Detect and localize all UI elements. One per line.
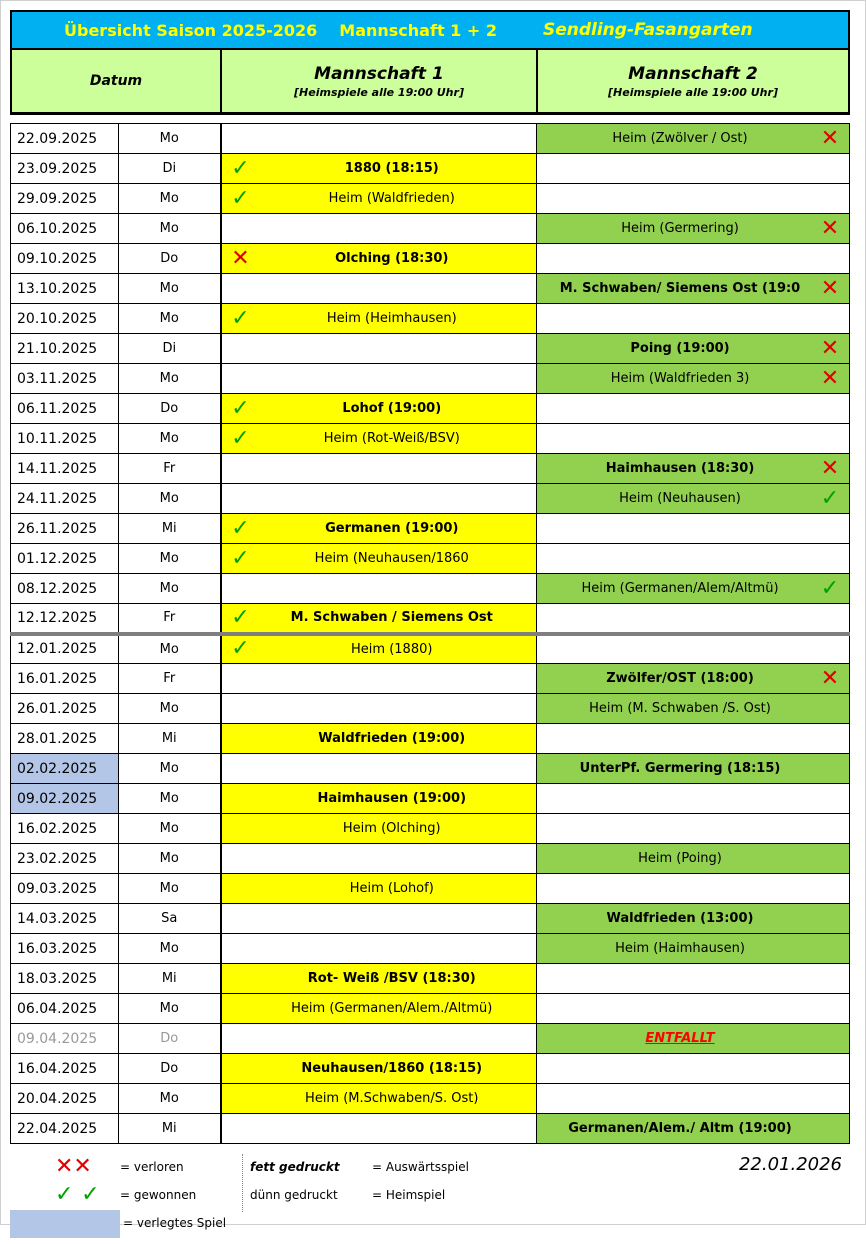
table-row bbox=[11, 844, 850, 874]
cell-day: Mo bbox=[119, 544, 221, 574]
m2-game-label: Heim (Germanen/Alem/Altmü) bbox=[581, 581, 779, 596]
check-icon: ✓ bbox=[231, 185, 250, 211]
check-icon: ✓ bbox=[231, 305, 250, 331]
cell-day: Mo bbox=[119, 814, 221, 844]
cross-icon: ✕ bbox=[820, 275, 840, 301]
cell-m1 bbox=[221, 334, 537, 364]
legend-lost-label: = verloren bbox=[120, 1160, 184, 1174]
m1-game-label: Heim (Germanen/Alem./Altmü) bbox=[291, 1001, 493, 1016]
cell-m1 bbox=[221, 274, 537, 304]
table-row bbox=[11, 184, 850, 214]
m2-game-label: Heim (Haimhausen) bbox=[615, 941, 745, 956]
table-row bbox=[11, 814, 850, 844]
cell-m1 bbox=[221, 454, 537, 484]
cell-m2 bbox=[537, 934, 850, 964]
m2-game-label: M. Schwaben/ Siemens Ost (19:0 bbox=[559, 281, 801, 296]
cell-m1 bbox=[221, 124, 537, 154]
cell-m1 bbox=[221, 544, 537, 574]
cell-m1 bbox=[221, 874, 537, 904]
cell-m2 bbox=[537, 364, 850, 394]
m1-game-label: Haimhausen (19:00) bbox=[317, 791, 467, 806]
cell-m2 bbox=[537, 964, 850, 994]
schedule-sheet bbox=[10, 10, 850, 1244]
cell-date: 02.02.2025 bbox=[11, 754, 119, 784]
cell-date: 09.03.2025 bbox=[11, 874, 119, 904]
cell-m1 bbox=[221, 784, 537, 814]
cell-day: Mo bbox=[119, 634, 221, 664]
check-icon: ✓ bbox=[231, 395, 250, 421]
m1-game-label: Neuhausen/1860 (18:15) bbox=[301, 1061, 483, 1076]
cell-date: 26.11.2025 bbox=[11, 514, 119, 544]
table-row bbox=[11, 964, 850, 994]
m1-game-label: Olching (18:30) bbox=[335, 251, 449, 266]
column-header-row bbox=[10, 50, 850, 115]
table-row bbox=[11, 394, 850, 424]
table-row bbox=[11, 214, 850, 244]
m2-game-label: Heim (M. Schwaben /S. Ost) bbox=[589, 701, 771, 716]
lost-icon: ✕✕ bbox=[55, 1154, 92, 1179]
table-row bbox=[11, 994, 850, 1024]
table-row bbox=[11, 454, 850, 484]
table-row bbox=[11, 634, 850, 664]
m2-game-label: Heim (Germering) bbox=[621, 221, 739, 236]
check-icon: ✓ bbox=[231, 155, 250, 181]
cell-date: 08.12.2025 bbox=[11, 574, 119, 604]
cross-icon: ✕ bbox=[820, 335, 840, 361]
m1-game-label: Lohof (19:00) bbox=[342, 401, 442, 416]
cell-date: 22.04.2025 bbox=[11, 1114, 119, 1144]
cross-icon: ✕ bbox=[820, 215, 840, 241]
m1-game-label: Heim (Heimhausen) bbox=[326, 311, 457, 326]
cell-m1 bbox=[221, 154, 537, 184]
legend bbox=[10, 1144, 850, 1244]
cell-day: Di bbox=[119, 154, 221, 184]
cross-icon: ✕ bbox=[231, 245, 250, 271]
cell-date: 16.04.2025 bbox=[11, 1054, 119, 1084]
m2-game-label: Poing (19:00) bbox=[630, 341, 730, 356]
legend-won-label: = gewonnen bbox=[120, 1188, 197, 1202]
m1-game-label: Rot- Weiß /BSV (18:30) bbox=[307, 971, 476, 986]
cell-m2 bbox=[537, 844, 850, 874]
won-icon: ✓ ✓ bbox=[55, 1182, 100, 1207]
cell-m1 bbox=[221, 934, 537, 964]
cell-day: Mo bbox=[119, 484, 221, 514]
cell-m1 bbox=[221, 1054, 537, 1084]
table-row bbox=[11, 874, 850, 904]
table-row bbox=[11, 784, 850, 814]
table-row bbox=[11, 724, 850, 754]
cell-day: Do bbox=[119, 394, 221, 424]
cell-day: Mo bbox=[119, 784, 221, 814]
cell-date: 23.02.2025 bbox=[11, 844, 119, 874]
m2-game-label: Heim (Neuhausen) bbox=[619, 491, 741, 506]
cell-date: 21.10.2025 bbox=[11, 334, 119, 364]
legend-moved-label: = verlegtes Spiel bbox=[123, 1216, 227, 1230]
cell-m1 bbox=[221, 604, 537, 634]
cell-m2 bbox=[537, 184, 850, 214]
m1-game-label: Waldfrieden (19:00) bbox=[318, 731, 466, 746]
table-row bbox=[11, 514, 850, 544]
cell-m2 bbox=[537, 784, 850, 814]
m2-game-label: ENTFÄLLT bbox=[645, 1031, 715, 1046]
cell-m2 bbox=[537, 904, 850, 934]
team2-subtitle: [Heimspiele alle 19:00 Uhr] bbox=[608, 85, 778, 99]
cell-m2 bbox=[537, 244, 850, 274]
m1-game-label: Heim (Olching) bbox=[342, 821, 441, 836]
cell-m2 bbox=[537, 274, 850, 304]
cell-date: 14.11.2025 bbox=[11, 454, 119, 484]
cell-m2 bbox=[537, 664, 850, 694]
cell-m1 bbox=[221, 694, 537, 724]
cell-m2 bbox=[537, 814, 850, 844]
cell-date: 28.01.2025 bbox=[11, 724, 119, 754]
cell-m2 bbox=[537, 634, 850, 664]
table-row bbox=[11, 754, 850, 784]
cell-m1 bbox=[221, 1114, 537, 1144]
cell-m1 bbox=[221, 484, 537, 514]
cell-m2 bbox=[537, 874, 850, 904]
cell-m2 bbox=[537, 1114, 850, 1144]
m1-game-label: Heim (Rot-Weiß/BSV) bbox=[323, 431, 460, 446]
cross-icon: ✕ bbox=[820, 125, 840, 151]
cell-m1 bbox=[221, 664, 537, 694]
cell-date: 06.11.2025 bbox=[11, 394, 119, 424]
cell-date: 23.09.2025 bbox=[11, 154, 119, 184]
cell-day: Mi bbox=[119, 514, 221, 544]
cell-m1 bbox=[221, 214, 537, 244]
m1-game-label: Heim (Waldfrieden) bbox=[328, 191, 455, 206]
m2-game-label: Zwölfer/OST (18:00) bbox=[606, 671, 754, 686]
cell-day: Mo bbox=[119, 304, 221, 334]
cell-m1 bbox=[221, 754, 537, 784]
cell-m1 bbox=[221, 904, 537, 934]
cell-m2 bbox=[537, 994, 850, 1024]
table-row bbox=[11, 544, 850, 574]
cell-m1 bbox=[221, 634, 537, 664]
title-teams: Mannschaft 1 + 2 bbox=[339, 20, 497, 40]
table-row bbox=[11, 1084, 850, 1114]
cell-day: Mi bbox=[119, 1114, 221, 1144]
cell-day: Mo bbox=[119, 124, 221, 154]
cell-day: Fr bbox=[119, 454, 221, 484]
m1-game-label: Heim (M.Schwaben/S. Ost) bbox=[305, 1091, 479, 1106]
cross-icon: ✕ bbox=[820, 365, 840, 391]
legend-home-term: dünn gedruckt bbox=[250, 1188, 338, 1202]
cell-day: Fr bbox=[119, 604, 221, 634]
table-row bbox=[11, 304, 850, 334]
cross-icon: ✕ bbox=[820, 665, 840, 691]
cell-m2 bbox=[537, 544, 850, 574]
cell-date: 20.04.2025 bbox=[11, 1084, 119, 1114]
cell-m1 bbox=[221, 304, 537, 334]
cell-m2 bbox=[537, 334, 850, 364]
cell-date: 09.10.2025 bbox=[11, 244, 119, 274]
cell-date: 09.02.2025 bbox=[11, 784, 119, 814]
cell-m2 bbox=[537, 694, 850, 724]
cell-m2 bbox=[537, 514, 850, 544]
cell-m2 bbox=[537, 574, 850, 604]
table-row bbox=[11, 484, 850, 514]
cross-icon: ✕ bbox=[820, 455, 840, 481]
table-row bbox=[11, 334, 850, 364]
cell-m2 bbox=[537, 424, 850, 454]
cell-m2 bbox=[537, 1054, 850, 1084]
cell-m2 bbox=[537, 754, 850, 784]
table-row bbox=[11, 364, 850, 394]
legend-away-label: = Auswärtsspiel bbox=[372, 1160, 469, 1174]
table-row bbox=[11, 154, 850, 184]
cell-date: 24.11.2025 bbox=[11, 484, 119, 514]
cell-day: Mo bbox=[119, 844, 221, 874]
cell-day: Fr bbox=[119, 664, 221, 694]
m1-game-label: Heim (1880) bbox=[351, 641, 433, 657]
cell-day: Mo bbox=[119, 364, 221, 394]
legend-home-label: = Heimspiel bbox=[372, 1188, 446, 1202]
cell-m2 bbox=[537, 394, 850, 424]
cell-day: Mi bbox=[119, 964, 221, 994]
cell-date: 12.01.2025 bbox=[11, 634, 119, 664]
team1-subtitle: [Heimspiele alle 19:00 Uhr] bbox=[294, 85, 464, 99]
m2-game-label: Heim (Poing) bbox=[638, 851, 722, 866]
check-icon: ✓ bbox=[820, 575, 840, 601]
table-row bbox=[11, 934, 850, 964]
table-row bbox=[11, 664, 850, 694]
legend-away-term: fett gedruckt bbox=[250, 1160, 340, 1174]
title-season: Übersicht Saison 2025-2026 bbox=[64, 20, 318, 40]
cell-m2 bbox=[537, 1024, 850, 1054]
cell-day: Mo bbox=[119, 274, 221, 304]
cell-m2 bbox=[537, 604, 850, 634]
legend-moved-swatch bbox=[10, 1210, 120, 1238]
table-row bbox=[11, 274, 850, 304]
cell-m1 bbox=[221, 394, 537, 424]
check-icon: ✓ bbox=[231, 545, 250, 571]
m1-game-label: Heim (Neuhausen/1860 bbox=[314, 551, 469, 566]
m2-game-label: Heim (Zwölver / Ost) bbox=[612, 131, 748, 146]
title-bar bbox=[10, 10, 850, 50]
m1-game-label: Germanen (19:00) bbox=[325, 521, 459, 536]
cell-date: 06.10.2025 bbox=[11, 214, 119, 244]
cell-date: 18.03.2025 bbox=[11, 964, 119, 994]
cell-day: Mo bbox=[119, 214, 221, 244]
cell-day: Sa bbox=[119, 904, 221, 934]
cell-day: Mo bbox=[119, 574, 221, 604]
column-header-team1 bbox=[222, 50, 538, 112]
table-row bbox=[11, 244, 850, 274]
cell-day: Mo bbox=[119, 184, 221, 214]
cell-m1 bbox=[221, 964, 537, 994]
cell-m1 bbox=[221, 994, 537, 1024]
m2-game-label: Heim (Waldfrieden 3) bbox=[610, 371, 750, 386]
cell-date: 26.01.2025 bbox=[11, 694, 119, 724]
cell-date: 16.01.2025 bbox=[11, 664, 119, 694]
stand-date: 22.01.2026 bbox=[738, 1154, 842, 1175]
cell-day: Mi bbox=[119, 724, 221, 754]
cell-date: 01.12.2025 bbox=[11, 544, 119, 574]
table-row bbox=[11, 124, 850, 154]
m1-game-label: 1880 (18:15) bbox=[344, 161, 439, 176]
cell-m2 bbox=[537, 1084, 850, 1114]
table-row bbox=[11, 694, 850, 724]
cell-m1 bbox=[221, 364, 537, 394]
cell-date: 20.10.2025 bbox=[11, 304, 119, 334]
cell-m1 bbox=[221, 1024, 537, 1054]
cell-date: 09.04.2025 bbox=[11, 1024, 119, 1054]
m2-game-label: UnterPf. Germering (18:15) bbox=[579, 761, 781, 776]
cell-date: 29.09.2025 bbox=[11, 184, 119, 214]
cell-m2 bbox=[537, 124, 850, 154]
cell-date: 13.10.2025 bbox=[11, 274, 119, 304]
table-row bbox=[11, 1024, 850, 1054]
team2-title: Mannschaft 2 bbox=[628, 63, 758, 84]
cell-m1 bbox=[221, 514, 537, 544]
cell-date: 03.11.2025 bbox=[11, 364, 119, 394]
cell-m1 bbox=[221, 184, 537, 214]
check-icon: ✓ bbox=[231, 425, 250, 451]
table-row bbox=[11, 424, 850, 454]
check-icon: ✓ bbox=[820, 485, 840, 511]
cell-m1 bbox=[221, 724, 537, 754]
cell-day: Mo bbox=[119, 1084, 221, 1114]
title-club: Sendling-Fasangarten bbox=[542, 20, 753, 40]
cell-day: Di bbox=[119, 334, 221, 364]
cell-m1 bbox=[221, 424, 537, 454]
m2-game-label: Waldfrieden (13:00) bbox=[606, 911, 754, 926]
cell-day: Do bbox=[119, 1024, 221, 1054]
cell-date: 16.02.2025 bbox=[11, 814, 119, 844]
cell-m1 bbox=[221, 844, 537, 874]
cell-m1 bbox=[221, 1084, 537, 1114]
m1-game-label: Heim (Lohof) bbox=[349, 881, 434, 896]
m1-game-label: M. Schwaben / Siemens Ost bbox=[290, 610, 493, 626]
cell-day: Mo bbox=[119, 754, 221, 784]
cell-m2 bbox=[537, 154, 850, 184]
check-icon: ✓ bbox=[231, 636, 250, 662]
cell-m2 bbox=[537, 724, 850, 754]
m2-game-label: Germanen/Alem./ Altm (19:00) bbox=[568, 1121, 792, 1136]
cell-day: Mo bbox=[119, 934, 221, 964]
table-row bbox=[11, 1054, 850, 1084]
table-row bbox=[11, 1114, 850, 1144]
table-row bbox=[11, 904, 850, 934]
cell-date: 16.03.2025 bbox=[11, 934, 119, 964]
cell-date: 06.04.2025 bbox=[11, 994, 119, 1024]
column-header-datum: Datum bbox=[12, 50, 222, 112]
cell-m2 bbox=[537, 214, 850, 244]
cell-m1 bbox=[221, 244, 537, 274]
table-row bbox=[11, 604, 850, 634]
schedule-table bbox=[10, 123, 850, 1144]
cell-day: Mo bbox=[119, 424, 221, 454]
cell-m1 bbox=[221, 574, 537, 604]
cell-date: 14.03.2025 bbox=[11, 904, 119, 934]
cell-m2 bbox=[537, 304, 850, 334]
cell-day: Do bbox=[119, 244, 221, 274]
cell-day: Do bbox=[119, 1054, 221, 1084]
m2-game-label: Haimhausen (18:30) bbox=[605, 461, 755, 476]
check-icon: ✓ bbox=[231, 515, 250, 541]
table-row bbox=[11, 574, 850, 604]
cell-day: Mo bbox=[119, 994, 221, 1024]
cell-date: 10.11.2025 bbox=[11, 424, 119, 454]
check-icon: ✓ bbox=[231, 604, 250, 630]
team1-title: Mannschaft 1 bbox=[314, 63, 444, 84]
cell-day: Mo bbox=[119, 874, 221, 904]
cell-date: 12.12.2025 bbox=[11, 604, 119, 634]
legend-divider bbox=[242, 1154, 243, 1212]
cell-date: 22.09.2025 bbox=[11, 124, 119, 154]
cell-m1 bbox=[221, 814, 537, 844]
cell-m2 bbox=[537, 454, 850, 484]
column-header-team2 bbox=[538, 50, 848, 112]
cell-day: Mo bbox=[119, 694, 221, 724]
cell-m2 bbox=[537, 484, 850, 514]
